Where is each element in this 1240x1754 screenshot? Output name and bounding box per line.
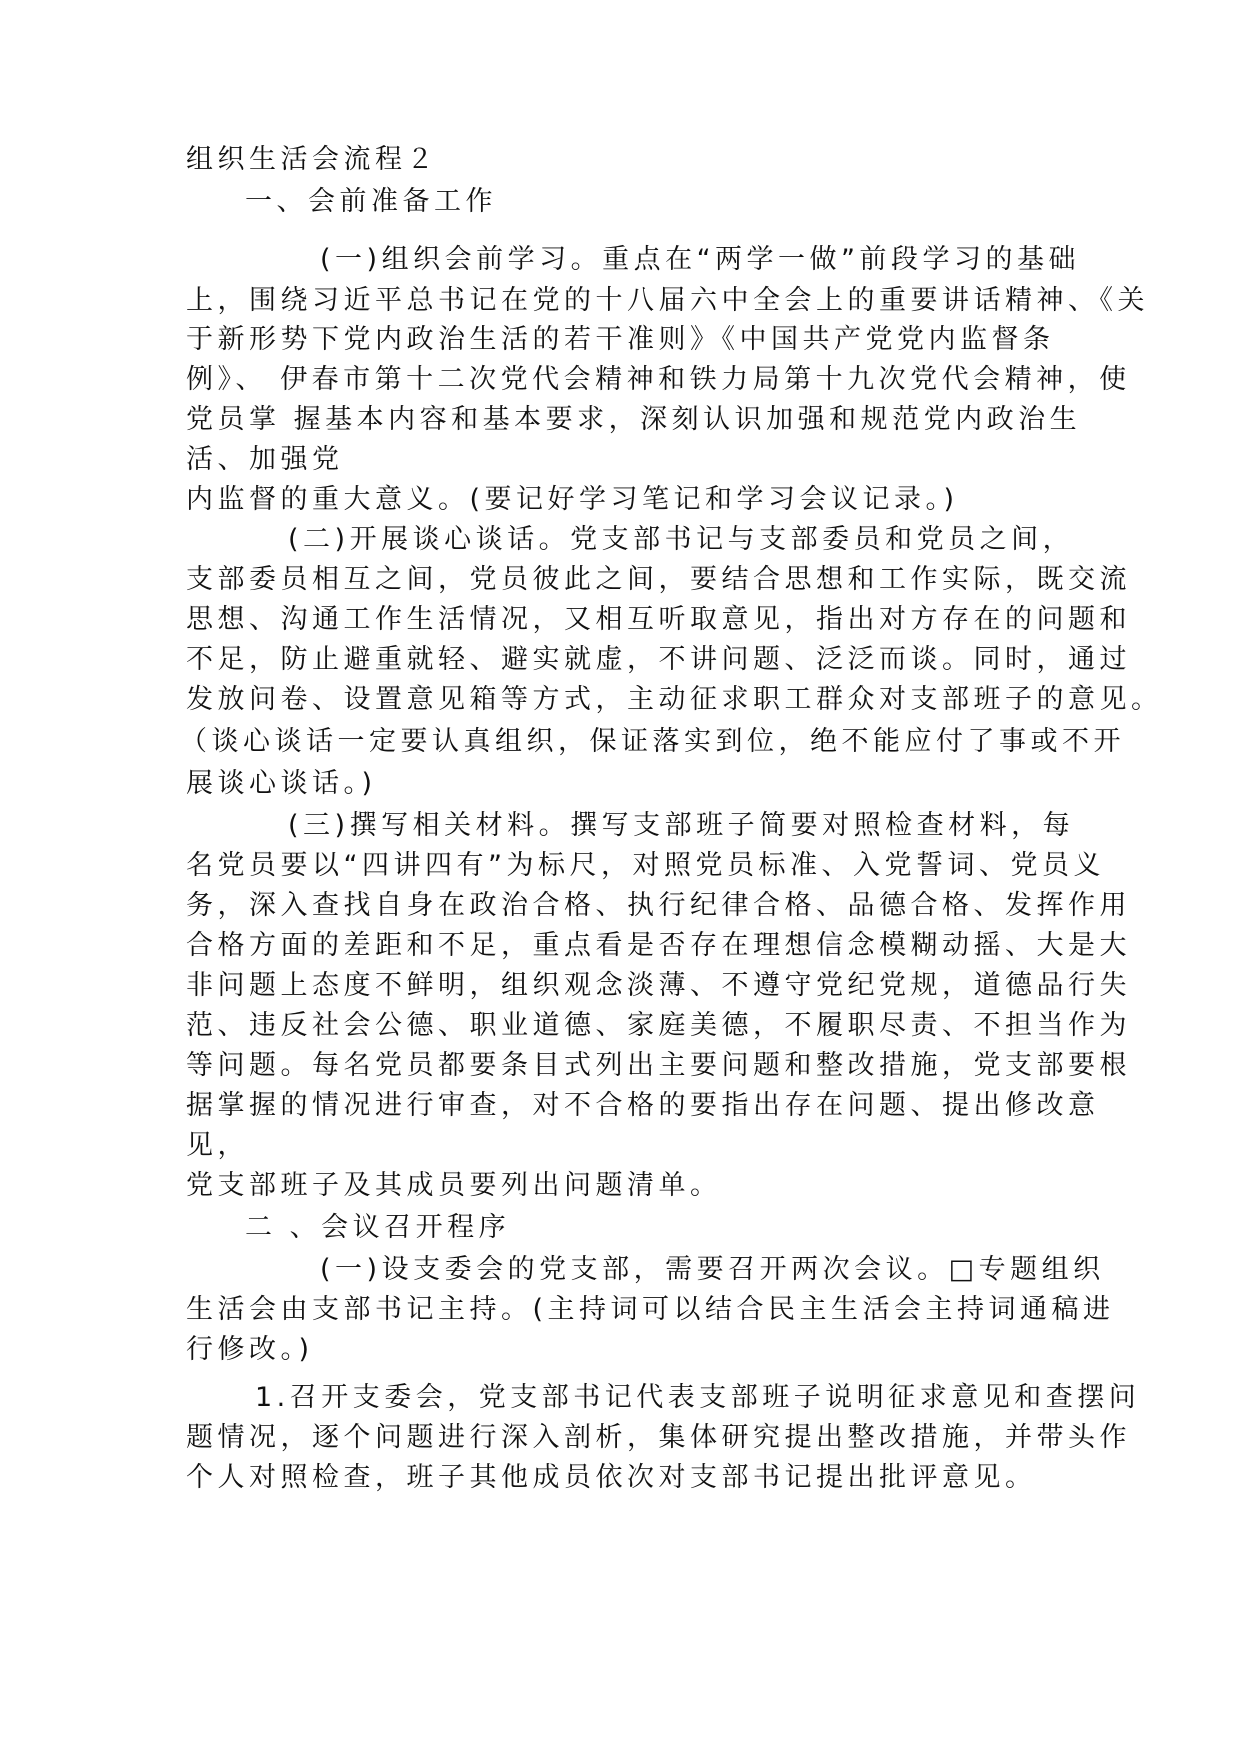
paragraph-line: 内监督的重大意义。(要记好学习笔记和学习会议记录。) [186, 484, 959, 515]
paragraph-line: 党支部班子及其成员要列出问题清单。 [186, 1170, 722, 1201]
paragraph-line: 生活会由支部书记主持。(主持词可以结合民主生活会主持词通稿进 [186, 1294, 1115, 1325]
paragraph-line: 例》、 伊春市第十二次党代会精神和铁力局第十九次党代会精神，使 [186, 364, 1131, 395]
paragraph-line: 展谈心谈话。) [186, 768, 377, 799]
paragraph-line: 名党员要以“四讲四有”为标尺，对照党员标准、入党誓词、党员义 [186, 850, 1105, 881]
paragraph-line: 活、加强党 [186, 444, 344, 475]
paragraph-line: 不足，防止避重就轻、避实就虚，不讲问题、泛泛而谈。同时，通过 [186, 644, 1131, 675]
paragraph-line: 思想、沟通工作生活情况，又相互听取意见，指出对方存在的问题和 [186, 604, 1131, 635]
paragraph-line: (一)组织会前学习。重点在“两学一做”前段学习的基础 [320, 244, 1081, 275]
section-heading: 二 、会议召开程序 [245, 1212, 511, 1243]
paragraph-line: 于新形势下党内政治生活的若干准则》《中国共产党党内监督条 [186, 324, 1055, 355]
paragraph-line: (三)撰写相关材料。撰写支部班子简要对照检查材料，每 [288, 810, 1075, 841]
paragraph-line: 题情况，逐个问题进行深入剖析，集体研究提出整改措施，并带头作 [186, 1422, 1131, 1453]
paragraph-line: 据掌握的情况进行审查，对不合格的要指出存在问题、提出修改意 [186, 1090, 1100, 1121]
paragraph-line: (二)开展谈心谈话。党支部书记与支部委员和党员之间， [288, 524, 1075, 555]
paragraph-line: 个人对照检查，班子其他成员依次对支部书记提出批评意见。 [186, 1462, 1037, 1493]
paragraph-line: (一)设支委会的党支部，需要召开两次会议。□专题组织 [320, 1254, 1105, 1285]
paragraph-line: 上，围绕习近平总书记在党的十八届六中全会上的重要讲话精神、《关 [186, 285, 1149, 316]
paragraph-line: 等问题。每名党员都要条目式列出主要问题和整改措施，党支部要根 [186, 1050, 1131, 1081]
paragraph-line: 1.召开支委会，党支部书记代表支部班子说明征求意见和查摆问 [255, 1382, 1141, 1413]
paragraph-line: 见， [186, 1130, 249, 1161]
section-heading: 一、会前准备工作 [245, 186, 497, 217]
paragraph-line: （谈心谈话一定要认真组织，保证落实到位，绝不能应付了事或不开 [180, 726, 1125, 757]
paragraph-line: 范、违反社会公德、职业道德、家庭美德，不履职尽责、不担当作为 [186, 1010, 1131, 1041]
paragraph-line: 合格方面的差距和不足，重点看是否存在理想信念模糊动摇、大是大 [186, 930, 1131, 961]
document-title: 组织生活会流程２ [186, 144, 438, 175]
paragraph-line: 支部委员相互之间，党员彼此之间，要结合思想和工作实际，既交流 [186, 564, 1131, 595]
paragraph-line: 务，深入查找自身在政治合格、执行纪律合格、品德合格、发挥作用 [186, 890, 1131, 921]
paragraph-line: 党员掌 握基本内容和基本要求，深刻认识加强和规范党内政治生 [186, 404, 1082, 435]
paragraph-line: 发放问卷、设置意见箱等方式，主动征求职工群众对支部班子的意见。 [186, 684, 1163, 715]
paragraph-line: 行修改。) [186, 1334, 314, 1365]
paragraph-line: 非问题上态度不鲜明，组织观念淡薄、不遵守党纪党规，道德品行失 [186, 970, 1131, 1001]
